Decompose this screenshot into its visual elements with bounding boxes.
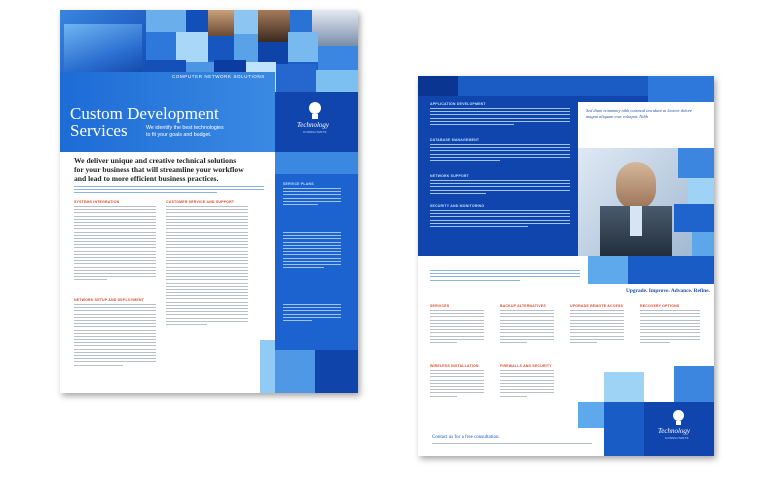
- intro-line2: for your business that will streamline your workflow: [74, 165, 244, 174]
- brochure-page-back: [418, 76, 714, 456]
- logo-block: [275, 92, 358, 152]
- sidebar: [275, 174, 358, 393]
- tagline-line1: We identify the best technologies: [146, 125, 224, 131]
- sidebar-head: SERVICE PLANS: [283, 182, 314, 186]
- col1-head-2: NETWORK SETUP AND DEPLOYMENT: [74, 298, 144, 302]
- lightbulb-icon: [309, 102, 321, 114]
- logo-word: Technology: [297, 121, 330, 129]
- p2-head-2: DATABASE MANAGEMENT: [430, 138, 480, 142]
- grid-head-2: BACKUP ALTERNATIVES: [500, 304, 546, 308]
- headline-line2: Services: [70, 121, 128, 140]
- man-photo-1: [208, 10, 234, 36]
- quote-box: [578, 102, 714, 148]
- logo-sub: CONSULTANTS: [303, 130, 327, 134]
- p2-head-3: NETWORK SUPPORT: [430, 174, 469, 178]
- slogan: Upgrade. Improve. Advance. Refine.: [626, 288, 710, 294]
- p2-logo-sub: CONSULTANTS: [665, 436, 689, 440]
- p2-head-1: APPLICATION DEVELOPMENT: [430, 102, 486, 106]
- brochure-page-front: [60, 10, 358, 393]
- p2-head-4: SECURITY AND MONITORING: [430, 204, 485, 208]
- grid-head-5: WIRELESS INSTALLATION: [430, 364, 479, 368]
- band-label: COMPUTER NETWORK SOLUTIONS: [172, 74, 265, 79]
- grid-head-4: RECOVERY OPTIONS: [640, 304, 680, 308]
- man-photo-2: [258, 10, 290, 42]
- lightbulb-icon: [673, 410, 684, 421]
- intro-line1: We deliver unique and creative technical solutions: [74, 156, 237, 165]
- grid-head-1: SERVICES: [430, 304, 450, 308]
- p2-logo-block: [644, 402, 714, 456]
- quote-text: Sed diam nonummy nibh euismod tincidunt ut laoreet dolore magna aliquam erat volutpat. Nibh: [586, 108, 693, 119]
- tagline-line2: to fit your goals and budget.: [146, 132, 212, 138]
- intro-line3: and lead to more efficient business practices.: [74, 174, 219, 183]
- grid-head-3: UPGRADE REMOTE ACCESS: [570, 304, 624, 308]
- col2-head-1: CUSTOMER SERVICE AND SUPPORT: [166, 200, 235, 204]
- contact-head: Contact us for a free consultation.: [432, 435, 500, 440]
- grid-head-6: FIREWALLS AND SECURITY: [500, 364, 552, 368]
- headline-band: [60, 72, 275, 152]
- headline-line1: Custom Development: [70, 104, 219, 123]
- businessman-photo: [578, 148, 714, 256]
- p2-logo-word: Technology: [658, 427, 691, 435]
- woman-photo: [312, 10, 358, 46]
- col1-head-1: SYSTEMS INTEGRATION: [74, 200, 120, 204]
